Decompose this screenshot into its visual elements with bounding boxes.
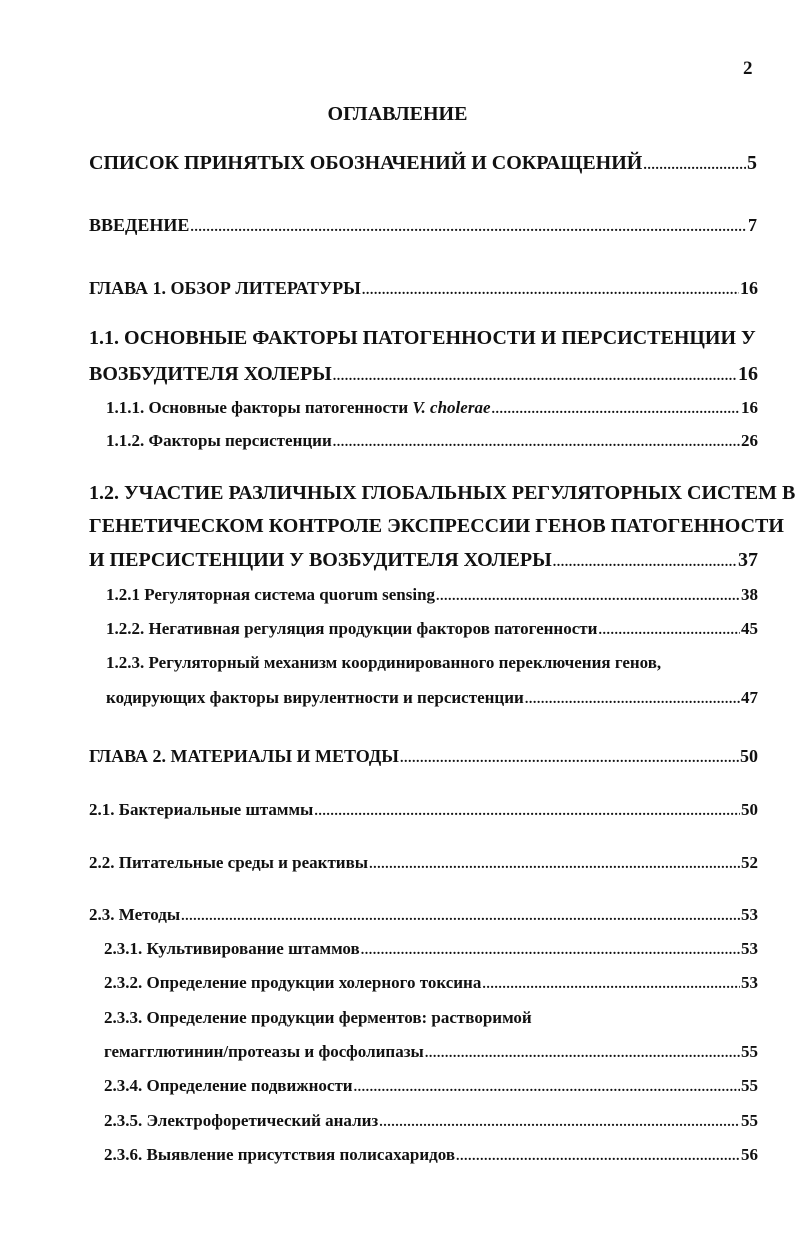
dot-leader [333, 370, 737, 384]
toc-entry-2-2[interactable] [89, 854, 758, 872]
dot-leader [181, 910, 740, 924]
dot-leader [400, 752, 739, 766]
dot-leader [379, 1116, 740, 1130]
toc-title: ОГЛАВЛЕНИЕ [327, 103, 468, 125]
toc-entry-1-1[interactable] [89, 364, 758, 384]
toc-entry-page: 50 [741, 800, 758, 819]
toc-entry-page: 55 [741, 1042, 758, 1061]
toc-entry-2-1[interactable] [89, 801, 758, 819]
toc-entry-page: 53 [741, 973, 758, 992]
toc-entry-label: 2.3.6. Выявление присутствия полисахаридов [104, 1145, 456, 1164]
toc-entry-label: кодирующих факторы вирулентности и персистенции [106, 688, 524, 707]
dot-leader [333, 436, 740, 450]
toc-entry-introduction[interactable] [89, 216, 757, 235]
toc-entry-1-2-line1[interactable]: 1.2. УЧАСТИЕ РАЗЛИЧНЫХ ГЛОБАЛЬНЫХ РЕГУЛЯТОРНЫХ СИСТЕМ В [89, 482, 795, 504]
toc-entry-2-3-5[interactable] [104, 1112, 758, 1130]
toc-entry-2-3[interactable] [89, 906, 758, 924]
dot-leader [362, 284, 739, 298]
dot-leader [598, 624, 740, 638]
toc-entry-page: 7 [748, 215, 757, 235]
toc-entry-2-3-4[interactable] [104, 1077, 758, 1095]
dot-leader [525, 693, 740, 707]
toc-entry-abbreviations[interactable] [89, 153, 757, 173]
toc-entry-label: СПИСОК ПРИНЯТЫХ ОБОЗНАЧЕНИЙ И СОКРАЩЕНИЙ [89, 152, 643, 174]
toc-entry-page: 26 [741, 431, 758, 450]
toc-entry-label: 2.3.4. Определение подвижности [104, 1076, 353, 1095]
toc-entry-page: 38 [741, 585, 758, 604]
species-name: V. cholerae [412, 398, 491, 417]
dot-leader [369, 858, 740, 872]
toc-entry-2-3-2[interactable] [104, 974, 758, 992]
toc-entry-page: 47 [741, 688, 758, 707]
toc-entry-label: ВОЗБУДИТЕЛЯ ХОЛЕРЫ [89, 363, 332, 385]
dot-leader [190, 221, 747, 235]
toc-entry-page: 55 [741, 1111, 758, 1130]
toc-entry-page: 50 [740, 746, 758, 766]
toc-entry-page: 37 [738, 549, 758, 571]
toc-entry-label: 1.2.1 Регуляторная система quorum sensing [106, 585, 436, 604]
dot-leader [643, 159, 746, 173]
toc-entry-1-2-1[interactable] [106, 586, 758, 604]
toc-entry-2-3-3-line1[interactable]: 2.3.3. Определение продукции ферментов: растворимой [104, 1008, 532, 1027]
toc-entry-1-2[interactable] [89, 550, 758, 570]
toc-entry-label: ВВЕДЕНИЕ [89, 215, 190, 235]
toc-entry-page: 16 [738, 363, 758, 385]
toc-entry-label: 1.1.1. Основные факторы патогенности V. cholerae [106, 398, 491, 417]
toc-entry-1-1-1[interactable] [106, 399, 758, 417]
toc-entry-1-2-3-line1[interactable]: 1.2.3. Регуляторный механизм координированного переключения генов, [106, 653, 662, 672]
toc-entry-label: 2.3.5. Электрофоретический анализ [104, 1111, 379, 1130]
page-number: 2 [743, 58, 753, 79]
toc-entry-label: 1.1.2. Факторы персистенции [106, 431, 332, 450]
toc-entry-label: И ПЕРСИСТЕНЦИИ У ВОЗБУДИТЕЛЯ ХОЛЕРЫ [89, 549, 552, 571]
toc-entry-label: 2.1. Бактериальные штаммы [89, 800, 314, 819]
toc-entry-page: 55 [741, 1076, 758, 1095]
dot-leader [354, 1081, 740, 1095]
dot-leader [553, 556, 737, 570]
toc-entry-chapter-1[interactable] [89, 279, 758, 298]
toc-entry-page: 53 [741, 939, 758, 958]
toc-entry-page: 45 [741, 619, 758, 638]
toc-entry-page: 16 [740, 278, 758, 298]
dot-leader [361, 944, 740, 958]
toc-entry-page: 5 [747, 152, 757, 174]
toc-entry-label: 2.3.1. Культивирование штаммов [104, 939, 360, 958]
toc-entry-label: 2.3. Методы [89, 905, 181, 924]
dot-leader [436, 590, 740, 604]
dot-leader [314, 805, 740, 819]
toc-entry-page: 16 [741, 398, 758, 417]
toc-entry-label: гемагглютинин/протеазы и фосфолипазы [104, 1042, 424, 1061]
toc-entry-1-2-line2[interactable]: ГЕНЕТИЧЕСКОМ КОНТРОЛЕ ЭКСПРЕССИИ ГЕНОВ ПАТОГЕННОСТИ [89, 515, 784, 537]
toc-entry-1-2-2[interactable] [106, 620, 758, 638]
dot-leader [456, 1150, 740, 1164]
toc-entry-1-2-3[interactable] [106, 689, 758, 707]
toc-entry-page: 52 [741, 853, 758, 872]
dot-leader [425, 1047, 740, 1061]
dot-leader [482, 978, 740, 992]
toc-entry-chapter-2[interactable] [89, 747, 758, 766]
toc-entry-page: 56 [741, 1145, 758, 1164]
toc-entry-2-3-1[interactable] [104, 940, 758, 958]
toc-entry-label: ГЛАВА 2. МАТЕРИАЛЫ И МЕТОДЫ [89, 746, 399, 766]
toc-entry-page: 53 [741, 905, 758, 924]
toc-entry-1-1-2[interactable] [106, 432, 758, 450]
toc-entry-2-3-6[interactable] [104, 1146, 758, 1164]
toc-entry-label: 2.3.2. Определение продукции холерного токсина [104, 973, 482, 992]
toc-entry-1-1-line1[interactable]: 1.1. ОСНОВНЫЕ ФАКТОРЫ ПАТОГЕННОСТИ И ПЕРСИСТЕНЦИИ У [89, 327, 756, 349]
dot-leader [491, 403, 740, 417]
toc-entry-label: 2.2. Питательные среды и реактивы [89, 853, 369, 872]
toc-entry-label: ГЛАВА 1. ОБЗОР ЛИТЕРАТУРЫ [89, 278, 361, 298]
toc-entry-2-3-3[interactable] [104, 1043, 758, 1061]
toc-entry-label: 1.2.2. Негативная регуляция продукции факторов патогенности [106, 619, 598, 638]
